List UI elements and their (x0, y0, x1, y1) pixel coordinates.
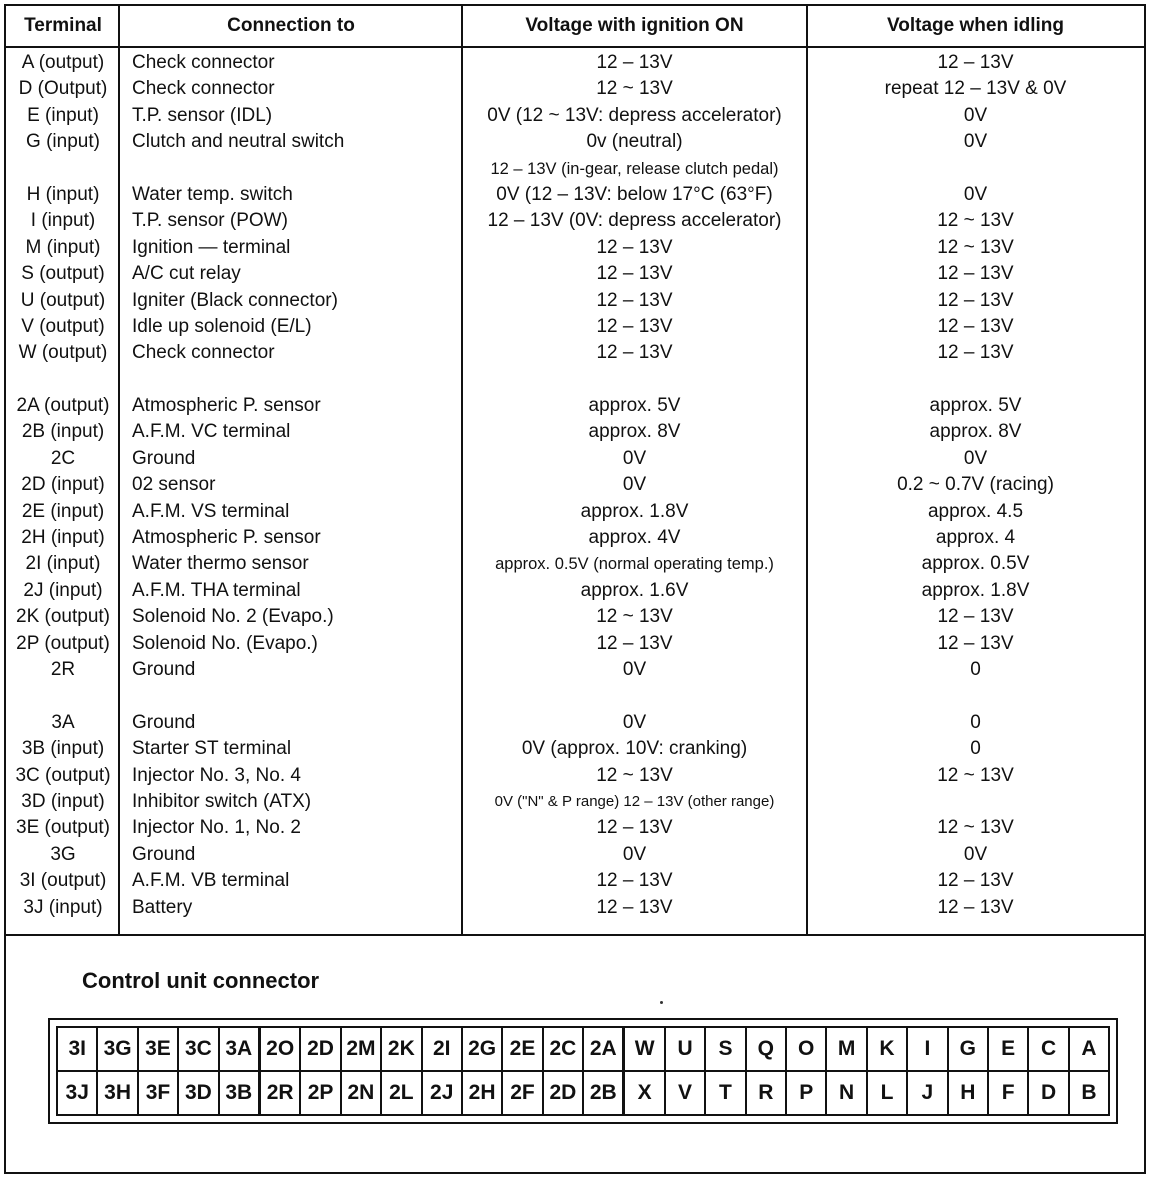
cell-voltage-ignition: 12 – 13V (596, 896, 673, 918)
cell-terminal: D (Output) (18, 78, 108, 100)
cell-voltage-idling: repeat 12 – 13V & 0V (884, 78, 1067, 100)
cell-voltage-idling: 12 – 13V (937, 342, 1014, 364)
table-row (6, 156, 1144, 182)
cell-connection: Solenoid No. (Evapo.) (132, 632, 318, 654)
cell-voltage-idling: approx. 4.5 (927, 500, 1024, 522)
cell-voltage-ignition: approx. 1.6V (580, 579, 689, 601)
table-row (6, 208, 1144, 234)
cell-connection: Water temp. switch (132, 183, 293, 205)
connector-pin: M (827, 1028, 867, 1070)
cell-voltage-ignition: 12 – 13V (596, 236, 673, 258)
cell-voltage-ignition: 12 – 13V (596, 817, 673, 839)
cell-voltage-idling: 12 – 13V (937, 870, 1014, 892)
cell-terminal: S (output) (21, 263, 105, 285)
connector-pin: F (989, 1072, 1029, 1114)
cell-voltage-ignition: 0v (neutral) (586, 131, 683, 153)
cell-terminal: 3E (output) (16, 817, 110, 839)
connector-pin: 2B (584, 1072, 625, 1114)
cell-terminal: 3D (input) (21, 790, 105, 812)
cell-voltage-idling: approx. 5V (929, 395, 1022, 417)
cell-connection: Ground (132, 843, 196, 865)
cell-terminal: 2P (output) (16, 632, 110, 654)
cell-terminal: 3B (input) (21, 738, 105, 760)
connector-pin: K (868, 1028, 908, 1070)
connector-pin: V (666, 1072, 706, 1114)
cell-connection: Solenoid No. 2 (Evapo.) (132, 606, 334, 628)
cell-terminal: M (input) (25, 236, 101, 258)
table-row (6, 129, 1144, 155)
cell-terminal: 3A (51, 711, 75, 733)
cell-terminal: I (input) (30, 210, 96, 232)
cell-voltage-ignition: approx. 8V (588, 421, 681, 443)
connector-pin: 3F (139, 1072, 179, 1114)
connector-bottom-row (58, 1072, 1108, 1114)
cell-voltage-ignition: 0V ("N" & P range) 12 – 13V (other range) (494, 792, 775, 810)
connector-pin: 2N (342, 1072, 382, 1114)
header-connection: Connection to (227, 15, 355, 36)
cell-connection: Ground (132, 658, 196, 680)
cell-terminal: U (output) (20, 289, 106, 311)
table-row (6, 763, 1144, 789)
table-row (6, 842, 1144, 868)
connector-pin: L (868, 1072, 908, 1114)
cell-voltage-ignition: 0V (12 – 13V: below 17°C (63°F) (496, 183, 773, 205)
connector-pin-grid (56, 1026, 1110, 1116)
connector-pin: U (666, 1028, 706, 1070)
cell-terminal: H (input) (26, 183, 100, 205)
cell-connection (132, 367, 457, 393)
connector-pin: 3G (98, 1028, 138, 1070)
cell-connection: A/C cut relay (132, 263, 241, 285)
connector-pin: X (625, 1072, 665, 1114)
cell-terminal: 2B (input) (21, 421, 105, 443)
cell-terminal: 3C (output) (15, 764, 111, 786)
cell-connection: Igniter (Black connector) (132, 289, 338, 311)
connector-pin: 2E (503, 1028, 543, 1070)
table-row (6, 419, 1144, 445)
cell-terminal: 2K (output) (16, 606, 110, 628)
cell-connection: Check connector (132, 52, 275, 73)
header-voltage-ignition: Voltage with ignition ON (525, 15, 744, 36)
header-terminal: Terminal (24, 15, 102, 36)
cell-terminal: 2H (input) (21, 527, 105, 549)
cell-terminal (6, 156, 120, 182)
cell-terminal: 3I (output) (19, 870, 107, 892)
cell-connection: Check connector (132, 78, 275, 100)
cell-voltage-idling: 12 ~ 13V (937, 210, 1014, 232)
table-row (6, 683, 1144, 709)
cell-connection: Atmospheric P. sensor (132, 395, 321, 417)
cell-connection: A.F.M. VB terminal (132, 870, 290, 892)
connector-pin: 3H (98, 1072, 138, 1114)
cell-connection: A.F.M. THA terminal (132, 579, 301, 601)
page-frame (4, 4, 1146, 1174)
table-row (6, 551, 1144, 577)
connector-pin: 2I (423, 1028, 463, 1070)
connector-pin: 3C (179, 1028, 219, 1070)
connector-pin: 3J (58, 1072, 98, 1114)
cell-connection: Water thermo sensor (132, 553, 309, 575)
cell-terminal: 2D (input) (21, 474, 105, 496)
cell-connection: Starter ST terminal (132, 738, 292, 760)
cell-voltage-idling: 0 (970, 658, 981, 680)
connector-pin: T (706, 1072, 746, 1114)
cell-voltage-ignition: approx. 0.5V (normal operating temp.) (495, 555, 774, 574)
cell-voltage-idling: approx. 1.8V (921, 579, 1030, 601)
cell-voltage-idling: 12 – 13V (937, 315, 1014, 337)
connector-pin: B (1081, 1081, 1097, 1104)
cell-terminal: 2C (50, 447, 76, 469)
connector-pin: H (949, 1072, 989, 1114)
connector-pin: S (706, 1028, 746, 1070)
table-row (6, 261, 1144, 287)
table-header (6, 6, 1144, 48)
cell-voltage-ignition: 0V (12 ~ 13V: depress accelerator) (487, 104, 782, 126)
connector-top-row (58, 1028, 1108, 1072)
connector-pin: 2M (342, 1028, 382, 1070)
table-row (6, 578, 1144, 604)
cell-voltage-ignition: 12 – 13V (596, 289, 673, 311)
connector-pin: 3D (179, 1072, 219, 1114)
cell-voltage-ignition: 0V (622, 447, 647, 469)
cell-voltage-idling (807, 367, 1144, 393)
cell-voltage-idling: approx. 0.5V (921, 553, 1030, 575)
cell-voltage-idling: approx. 4 (935, 527, 1016, 549)
connector-pin: 2D (301, 1028, 341, 1070)
table-row (6, 525, 1144, 551)
cell-voltage-ignition: 0V (622, 843, 647, 865)
cell-connection: Injector No. 3, No. 4 (132, 764, 301, 786)
cell-connection: Injector No. 1, No. 2 (132, 817, 301, 839)
connector-pin: 2C (544, 1028, 584, 1070)
table-row (6, 815, 1144, 841)
cell-terminal: E (input) (27, 104, 99, 126)
cell-voltage-idling: 0V (963, 104, 988, 126)
cell-terminal: W (output) (18, 342, 108, 364)
connector-pin: 2D (544, 1072, 584, 1114)
cell-terminal: 2E (input) (21, 500, 105, 522)
cell-voltage-idling: 0V (963, 131, 988, 153)
table-row (6, 393, 1144, 419)
connector-pin: P (787, 1072, 827, 1114)
cell-voltage-idling: 12 ~ 13V (937, 764, 1014, 786)
cell-voltage-ignition: 12 – 13V (596, 263, 673, 285)
cell-voltage-ignition (462, 683, 807, 709)
cell-voltage-ignition: 0V (622, 658, 647, 680)
speck (660, 1001, 663, 1004)
cell-voltage-idling: 0 (970, 738, 981, 760)
cell-voltage-ignition: 12 – 13V (596, 342, 673, 364)
table-row (6, 103, 1144, 129)
cell-voltage-idling: 12 – 13V (937, 896, 1014, 918)
cell-voltage-idling: 0.2 ~ 0.7V (racing) (897, 474, 1054, 496)
cell-connection: Ground (132, 447, 196, 469)
connector-pin: C (1029, 1028, 1069, 1070)
cell-voltage-ignition: 12 – 13V (596, 870, 673, 892)
table-row (6, 736, 1144, 762)
connector-pin: 2G (463, 1028, 503, 1070)
table-row (6, 446, 1144, 472)
cell-voltage-idling: 0V (963, 843, 988, 865)
table-row (6, 868, 1144, 894)
cell-terminal: G (input) (26, 131, 100, 153)
connector-pin: 3E (139, 1028, 179, 1070)
table-row (6, 235, 1144, 261)
cell-voltage-ignition: 0V (622, 474, 647, 496)
connector-title: Control unit connector (82, 968, 320, 993)
connector-pin: G (949, 1028, 989, 1070)
cell-voltage-ignition: 12 – 13V (596, 632, 673, 654)
cell-voltage-ignition: 12 – 13V (in-gear, release clutch pedal) (490, 159, 779, 178)
cell-voltage-idling (807, 156, 1144, 182)
cell-voltage-ignition: 0V (622, 711, 647, 733)
cell-voltage-idling (807, 789, 1144, 815)
cell-voltage-idling: 12 ~ 13V (937, 236, 1014, 258)
cell-connection: Ignition — terminal (132, 236, 291, 258)
cell-voltage-ignition: 12 – 13V (596, 315, 673, 337)
connector-pin: 3A (220, 1028, 261, 1070)
connector-pin: 2A (584, 1028, 625, 1070)
cell-connection: A.F.M. VS terminal (132, 500, 290, 522)
table-body (6, 50, 1144, 921)
connector-pin: 2P (301, 1072, 341, 1114)
cell-connection (132, 683, 457, 709)
table-row (6, 895, 1144, 921)
cell-terminal: 2R (50, 658, 76, 680)
cell-voltage-idling: 0V (963, 183, 988, 205)
cell-terminal (6, 367, 120, 393)
connector-pin: E (989, 1028, 1029, 1070)
cell-connection: Inhibitor switch (ATX) (132, 790, 312, 812)
connector-pin: 3I (58, 1028, 98, 1070)
connector-pin: A (1081, 1037, 1097, 1060)
cell-voltage-ignition (462, 367, 807, 393)
table-row (6, 288, 1144, 314)
cell-connection: Clutch and neutral switch (132, 131, 345, 153)
cell-connection (132, 156, 457, 182)
connector-pin: 2R (261, 1072, 301, 1114)
table-row (6, 314, 1144, 340)
cell-terminal: A (output) (21, 52, 105, 73)
cell-voltage-idling: approx. 8V (929, 421, 1022, 443)
cell-connection: Check connector (132, 342, 275, 364)
cell-terminal (6, 683, 120, 709)
table-row (6, 789, 1144, 815)
cell-connection: Ground (132, 711, 196, 733)
table-row (6, 182, 1144, 208)
cell-terminal: 3J (input) (23, 896, 103, 918)
cell-terminal: 2I (input) (25, 553, 101, 575)
cell-connection: T.P. sensor (POW) (132, 210, 288, 232)
table-row (6, 367, 1144, 393)
cell-voltage-ignition: approx. 5V (588, 395, 681, 417)
connector-pin: 2O (261, 1028, 301, 1070)
connector-pin: 2F (503, 1072, 543, 1114)
table-row (6, 631, 1144, 657)
table-row (6, 710, 1144, 736)
cell-voltage-idling: 12 – 13V (937, 263, 1014, 285)
cell-voltage-ignition: 12 – 13V (596, 52, 673, 73)
cell-connection: Battery (132, 896, 193, 918)
cell-voltage-idling (807, 683, 1144, 709)
cell-voltage-idling: 0V (963, 447, 988, 469)
cell-voltage-idling: 12 – 13V (937, 632, 1014, 654)
cell-terminal: V (output) (21, 315, 105, 337)
cell-voltage-ignition: 12 ~ 13V (596, 606, 673, 628)
connector-pin: I (908, 1028, 948, 1070)
cell-terminal: 2J (input) (23, 579, 103, 601)
section-divider (6, 934, 1144, 936)
table-row (6, 76, 1144, 102)
connector-pin: R (747, 1072, 787, 1114)
connector-pin: 2H (463, 1072, 503, 1114)
table-row (6, 604, 1144, 630)
cell-voltage-idling: 12 – 13V (937, 52, 1014, 73)
table-row (6, 340, 1144, 366)
cell-voltage-ignition: 12 – 13V (0V: depress accelerator) (487, 210, 782, 232)
connector-pin: N (827, 1072, 867, 1114)
connector-pin: D (1029, 1072, 1069, 1114)
connector-pin: 3B (220, 1072, 261, 1114)
cell-voltage-idling: 0 (970, 711, 981, 733)
cell-connection: Idle up solenoid (E/L) (132, 315, 312, 337)
table-row (6, 50, 1144, 76)
connector-pin: J (908, 1072, 948, 1114)
cell-voltage-ignition: 12 ~ 13V (596, 764, 673, 786)
connector-pin: W (625, 1028, 665, 1070)
table-row (6, 499, 1144, 525)
cell-voltage-ignition: approx. 1.8V (580, 500, 689, 522)
cell-terminal: 2A (output) (16, 395, 110, 417)
connector-pin: 2K (382, 1028, 422, 1070)
connector-pin: O (787, 1028, 827, 1070)
cell-connection: A.F.M. VC terminal (132, 421, 291, 443)
table-row (6, 472, 1144, 498)
cell-connection: T.P. sensor (IDL) (132, 104, 273, 126)
table-row (6, 657, 1144, 683)
header-voltage-idling: Voltage when idling (887, 15, 1064, 36)
cell-voltage-idling: 12 – 13V (937, 606, 1014, 628)
cell-voltage-ignition: 12 ~ 13V (596, 78, 673, 100)
cell-connection: 02 sensor (132, 474, 216, 496)
connector-pin: 2J (423, 1072, 463, 1114)
cell-voltage-idling: 12 – 13V (937, 289, 1014, 311)
connector-pin: Q (747, 1028, 787, 1070)
cell-terminal: 3G (50, 843, 76, 865)
cell-voltage-idling: 12 ~ 13V (937, 817, 1014, 839)
cell-voltage-ignition: approx. 4V (588, 527, 681, 549)
connector-pin: 2L (382, 1072, 422, 1114)
cell-voltage-ignition: 0V (approx. 10V: cranking) (521, 738, 748, 760)
control-unit-connector (48, 1018, 1118, 1124)
cell-connection: Atmospheric P. sensor (132, 527, 321, 549)
